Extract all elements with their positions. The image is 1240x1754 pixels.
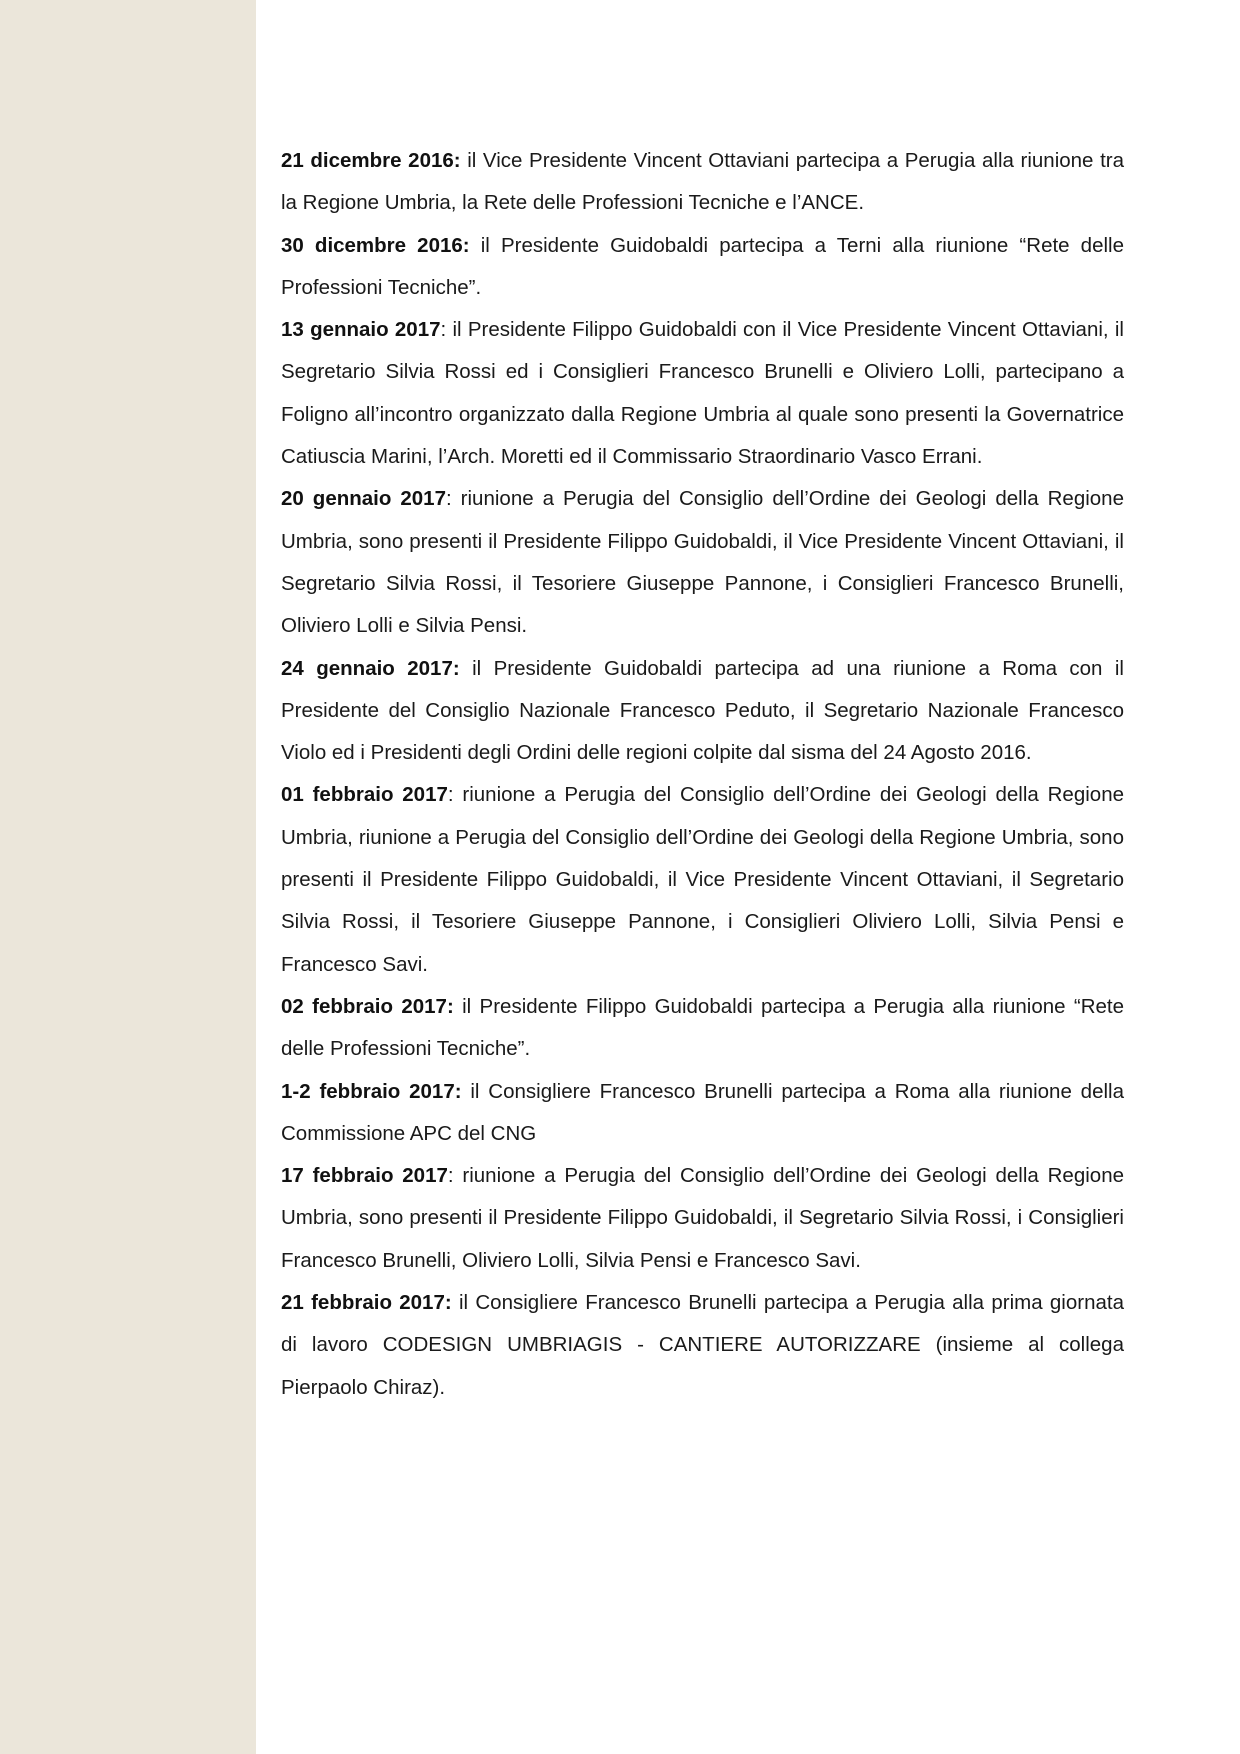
entry-21-dicembre-2016 — [281, 140, 1124, 225]
entry-20-gennaio-2017 — [281, 478, 1124, 647]
entry-date: 02 febbraio 2017: — [281, 994, 454, 1018]
entry-date: 01 febbraio 2017 — [281, 783, 448, 807]
entry-date: 13 gennaio 2017 — [281, 318, 441, 342]
entry-text: il Presidente Guidobaldi partecipa ad una riunione a Roma con il Presidente del Consiglio Nazionale Francesco Peduto, il Segretario Nazionale Francesco Violo ed i Presidenti degli Ordini delle regioni colpite dal sisma del 24 Agosto 2016. — [281, 656, 1124, 765]
entry-21-febbraio-2017 — [281, 1282, 1124, 1409]
entry-text: il Vice Presidente Vincent Ottaviani partecipa a Perugia alla riunione tra la Regione Umbria, la Rete delle Professioni Tecniche e l’ANCE. — [281, 149, 1124, 215]
entry-01-febbraio-2017 — [281, 774, 1124, 985]
entry-text: : riunione a Perugia del Consiglio dell’Ordine dei Geologi della Regione Umbria, sono presenti il Presidente Filippo Guidobaldi, il Vice Presidente Vincent Ottaviani, il Segretario Silvia Rossi, il Tesoriere Giuseppe Pannone, i Consiglieri Francesco Brunelli, Oliviero Lolli e Silvia Pensi. — [281, 487, 1124, 638]
entry-text: il Presidente Guidobaldi partecipa a Terni alla riunione “Rete delle Professioni Tecniche”. — [281, 233, 1124, 299]
entry-30-dicembre-2016 — [281, 225, 1124, 310]
entry-17-febbraio-2017 — [281, 1155, 1124, 1282]
entry-text: : il Presidente Filippo Guidobaldi con il Vice Presidente Vincent Ottaviani, il Segretario Silvia Rossi ed i Consiglieri Francesco Brunelli e Oliviero Lolli, partecipano a Foligno all’incontro organizzato dalla Regione Umbria al quale sono presenti la Governatrice Catiuscia Marini, l’Arch. Moretti ed il Commissario Straordinario Vasco Errani. — [281, 318, 1124, 469]
entry-text: : riunione a Perugia del Consiglio dell’Ordine dei Geologi della Regione Umbria, sono presenti il Presidente Filippo Guidobaldi, il Segretario Silvia Rossi, i Consiglieri Francesco Brunelli, Oliviero Lolli, Silvia Pensi e Francesco Savi. — [281, 1164, 1124, 1272]
entry-02-febbraio-2017 — [281, 986, 1124, 1071]
document-body — [281, 140, 1124, 1409]
entry-text: il Consigliere Francesco Brunelli partecipa a Roma alla riunione della Commissione APC del CNG — [281, 1079, 1124, 1145]
entry-date: 21 febbraio 2017: — [281, 1291, 452, 1315]
entry-text: : riunione a Perugia del Consiglio dell’Ordine dei Geologi della Regione Umbria, riunione a Perugia del Consiglio dell’Ordine dei Geologi della Regione Umbria, sono presenti il Presidente Filippo Guidobaldi, il Vice Presidente Vincent Ottaviani, il Segretario Silvia Rossi, il Tesoriere Giuseppe Pannone, i Consiglieri Oliviero Lolli, Silvia Pensi e Francesco Savi. — [281, 783, 1124, 976]
entry-date: 21 dicembre 2016: — [281, 149, 461, 172]
entry-date: 20 gennaio 2017 — [281, 487, 446, 511]
entry-text: il Consigliere Francesco Brunelli partecipa a Perugia alla prima giornata di lavoro CODESIGN UMBRIAGIS - CANTIERE AUTORIZZARE (insieme al collega Pierpaolo Chiraz). — [281, 1291, 1124, 1399]
entry-date: 24 gennaio 2017: — [281, 656, 460, 680]
entry-13-gennaio-2017 — [281, 309, 1124, 478]
entry-text: il Presidente Filippo Guidobaldi partecipa a Perugia alla riunione “Rete delle Professioni Tecniche”. — [281, 994, 1124, 1061]
entry-1-2-febbraio-2017 — [281, 1071, 1124, 1156]
entry-date: 17 febbraio 2017 — [281, 1164, 448, 1188]
side-margin-band — [0, 0, 256, 1754]
entry-date: 30 dicembre 2016: — [281, 233, 470, 257]
entry-date: 1-2 febbraio 2017: — [281, 1079, 462, 1103]
entry-24-gennaio-2017 — [281, 648, 1124, 775]
